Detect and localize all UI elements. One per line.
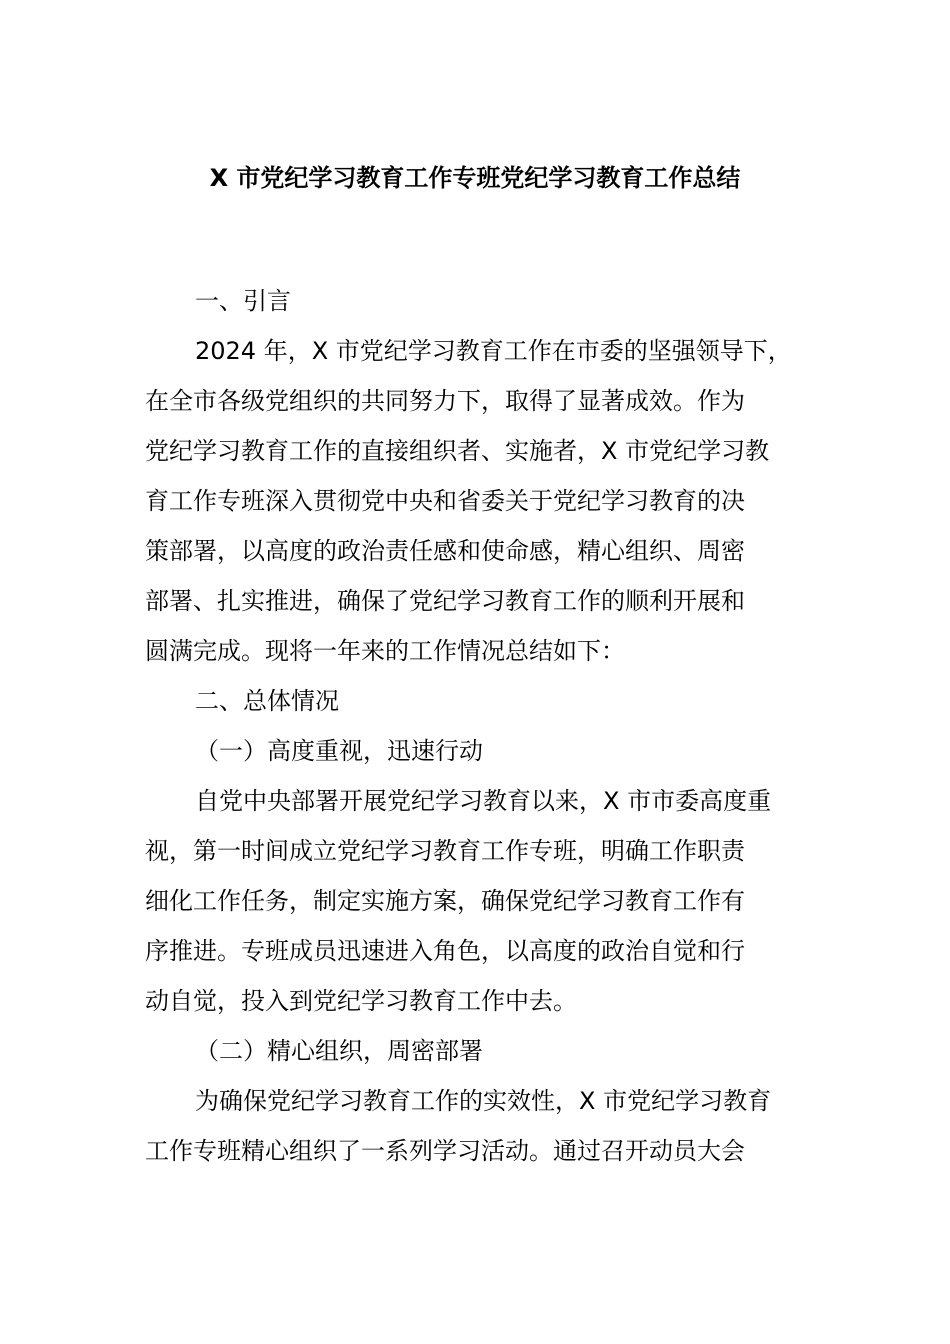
paragraph-line: 动自觉，投入到党纪学习教育工作中去。 [145,987,577,1015]
paragraph-line: 育工作专班深入贯彻党中央和省委关于党纪学习教育的决 [145,487,745,515]
section-heading-introduction: 一、引言 [195,287,291,315]
paragraph-line: 党纪学习教育工作的直接组织者、实施者，X 市党纪学习教 [145,437,770,465]
paragraph-line: 圆满完成。现将一年来的工作情况总结如下： [145,637,625,665]
paragraph-line: 2024 年，X 市党纪学习教育工作在市委的坚强领导下， [195,337,792,365]
subsection-heading-2: （二）精心组织，周密部署 [195,1037,483,1065]
paragraph-line: 在全市各级党组织的共同努力下，取得了显著成效。作为 [145,387,745,415]
paragraph-line: 序推进。专班成员迅速进入角色，以高度的政治自觉和行 [145,937,745,965]
paragraph-line: 自党中央部署开展党纪学习教育以来，X 市市委高度重 [195,787,772,815]
paragraph-line: 部署、扎实推进，确保了党纪学习教育工作的顺利开展和 [145,587,745,615]
paragraph-line: 细化工作任务，制定实施方案，确保党纪学习教育工作有 [145,887,745,915]
paragraph-line: 工作专班精心组织了一系列学习活动。通过召开动员大会 [145,1137,745,1165]
subsection-heading-1: （一）高度重视，迅速行动 [195,737,483,765]
document-title: X 市党纪学习教育工作专班党纪学习教育工作总结 [209,164,741,192]
paragraph-line: 策部署，以高度的政治责任感和使命感，精心组织、周密 [145,537,745,565]
paragraph-line: 视，第一时间成立党纪学习教育工作专班，明确工作职责 [145,837,745,865]
paragraph-line: 为确保党纪学习教育工作的实效性，X 市党纪学习教育 [195,1087,772,1115]
section-heading-overview: 二、总体情况 [195,687,339,715]
